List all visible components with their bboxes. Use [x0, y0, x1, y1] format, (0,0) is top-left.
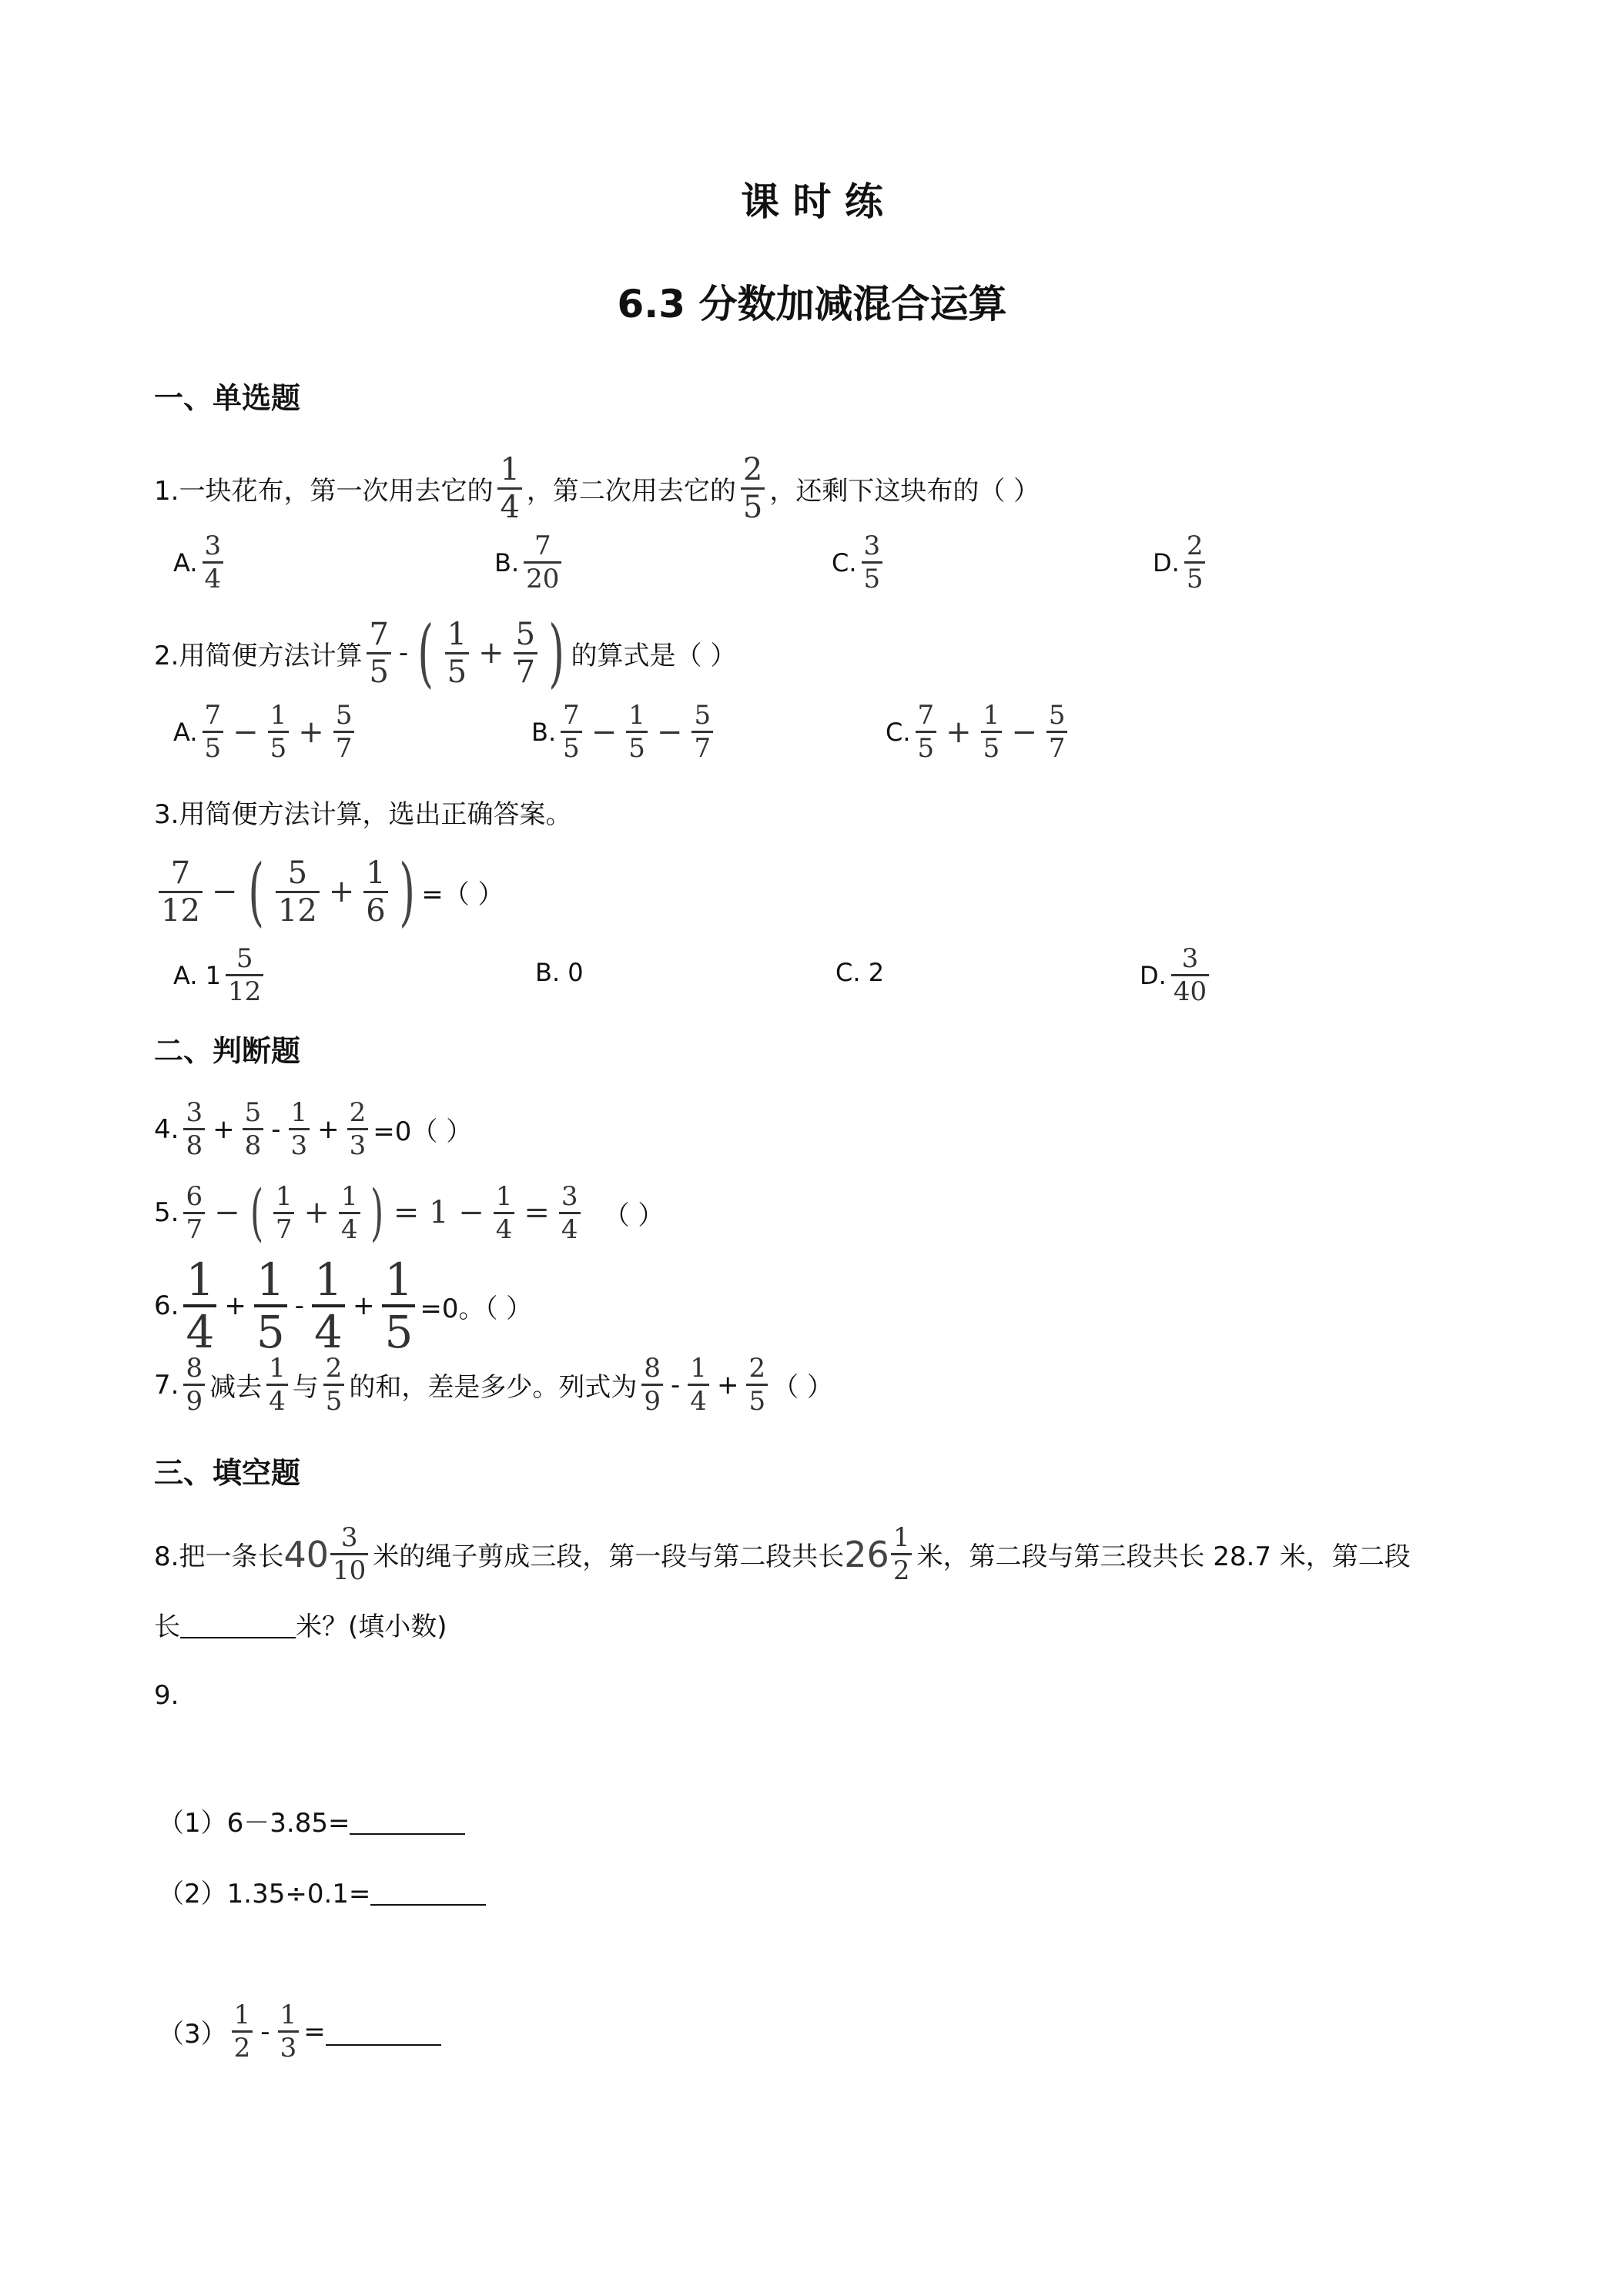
fraction: $\frac{5}{7}$ — [514, 619, 537, 688]
question-8-line-2: 长 米？(填小数) — [154, 1612, 447, 1642]
question-9-part-2: （2）1.35÷0.1= — [158, 1873, 486, 1910]
question-text: 3.用简便方法计算，选出正确答案。 — [154, 799, 572, 830]
q1-option-a[interactable]: A. $\frac{3}{4}$ — [173, 533, 228, 592]
section-heading-single-choice: 一、单选题 — [154, 381, 301, 415]
q2-option-a[interactable]: A. $\frac{7}{5}$ − $\frac{1}{5}$ + $\frac{5}{7}$ — [173, 702, 359, 761]
question-2: 2.用简便方法计算 $\frac{7}{5}$ - ( $\frac{1}{5}$ + $\frac{5}{7}$ ) 的算式是（ ） — [154, 610, 737, 696]
document-title: 课 时 练 — [741, 179, 883, 224]
q2-option-c[interactable]: C. $\frac{7}{5}$ + $\frac{1}{5}$ − $\frac{5}{7}$ — [886, 702, 1072, 761]
q3-option-b[interactable]: B. 0 — [535, 958, 584, 987]
q3-option-c[interactable]: C. 2 — [835, 958, 885, 987]
question-text: ，还剩下这块布的（ ） — [769, 476, 1040, 507]
question-text: 的算式是（ ） — [571, 640, 737, 671]
q2-option-b[interactable]: B. $\frac{7}{5}$ − $\frac{1}{5}$ − $\frac{5}{7}$ — [531, 702, 718, 761]
question-9: 9. — [154, 1680, 179, 1711]
q1-option-c[interactable]: C. $\frac{3}{5}$ — [832, 533, 887, 592]
q1-option-b[interactable]: B. $\frac{7}{20}$ — [494, 533, 566, 592]
answer-blank[interactable] — [350, 1807, 465, 1835]
section-heading-true-false: 二、判断题 — [154, 1034, 301, 1068]
question-text: ，第二次用去它的 — [526, 476, 736, 507]
fraction: $\frac{1}{5}$ — [445, 619, 469, 688]
fraction: $\frac{7}{5}$ — [367, 619, 390, 688]
section-heading-fill-blank: 三、填空题 — [154, 1456, 301, 1490]
fraction: $\frac{2}{5}$ — [741, 454, 765, 523]
document-subtitle: 6.3 分数加减混合运算 — [617, 282, 1007, 326]
question-text: 2.用简便方法计算 — [154, 640, 363, 671]
question-9-part-1: （1）6－3.85= — [158, 1802, 465, 1839]
question-8: 8.把一条长 40 $\frac{3}{10}$ 米的绳子剪成三段，第一段与第二段共长 26 $\frac{1}{2}$ 米，第二段与第三段共长 28.7 米，第二段 — [154, 1522, 1411, 1586]
question-6: 6. $\frac{1}{4}$ + $\frac{1}{5}$ - $\frac{1}{4}$ + $\frac{1}{5}$ =0。（ ） — [154, 1253, 533, 1358]
question-9-part-3: （3） $\frac{1}{2}$ - $\frac{1}{3}$ = — [158, 2002, 441, 2061]
question-3-expression: $\frac{7}{12}$ − ( $\frac{5}{12}$ + $\frac{1}{6}$ ) =（ ） — [154, 855, 504, 929]
question-5: 5. $\frac{6}{7}$ − ( $\frac{1}{7}$ + $\frac{1}{4}$ ) = 1 − $\frac{1}{4}$ = $\frac{3}{4}$ （ ） — [154, 1176, 665, 1248]
q3-option-d[interactable]: D. $\frac{3}{40}$ — [1140, 946, 1214, 1005]
answer-blank[interactable] — [180, 1611, 296, 1638]
fraction: $\frac{1}{4}$ — [497, 454, 521, 523]
question-4: 4. $\frac{3}{8}$ + $\frac{5}{8}$ - $\frac{1}{3}$ + $\frac{2}{3}$ =0（ ） — [154, 1097, 473, 1161]
answer-blank[interactable] — [370, 1878, 486, 1906]
question-text: 1.一块花布，第一次用去它的 — [154, 476, 494, 507]
q3-option-a[interactable]: A. 1 $\frac{5}{12}$ — [173, 946, 268, 1005]
question-3 — [154, 793, 571, 831]
answer-blank[interactable] — [326, 2018, 441, 2046]
question-1 — [154, 454, 1040, 523]
q1-option-d[interactable]: D. $\frac{2}{5}$ — [1153, 533, 1210, 592]
question-7: 7. $\frac{8}{9}$ 减去 $\frac{1}{4}$ 与 $\frac{2}{5}$ 的和，差是多少。列式为 $\frac{8}{9}$ - $\frac{1}{4}$ + $\frac{2}{5}$ （ ） — [154, 1353, 833, 1417]
